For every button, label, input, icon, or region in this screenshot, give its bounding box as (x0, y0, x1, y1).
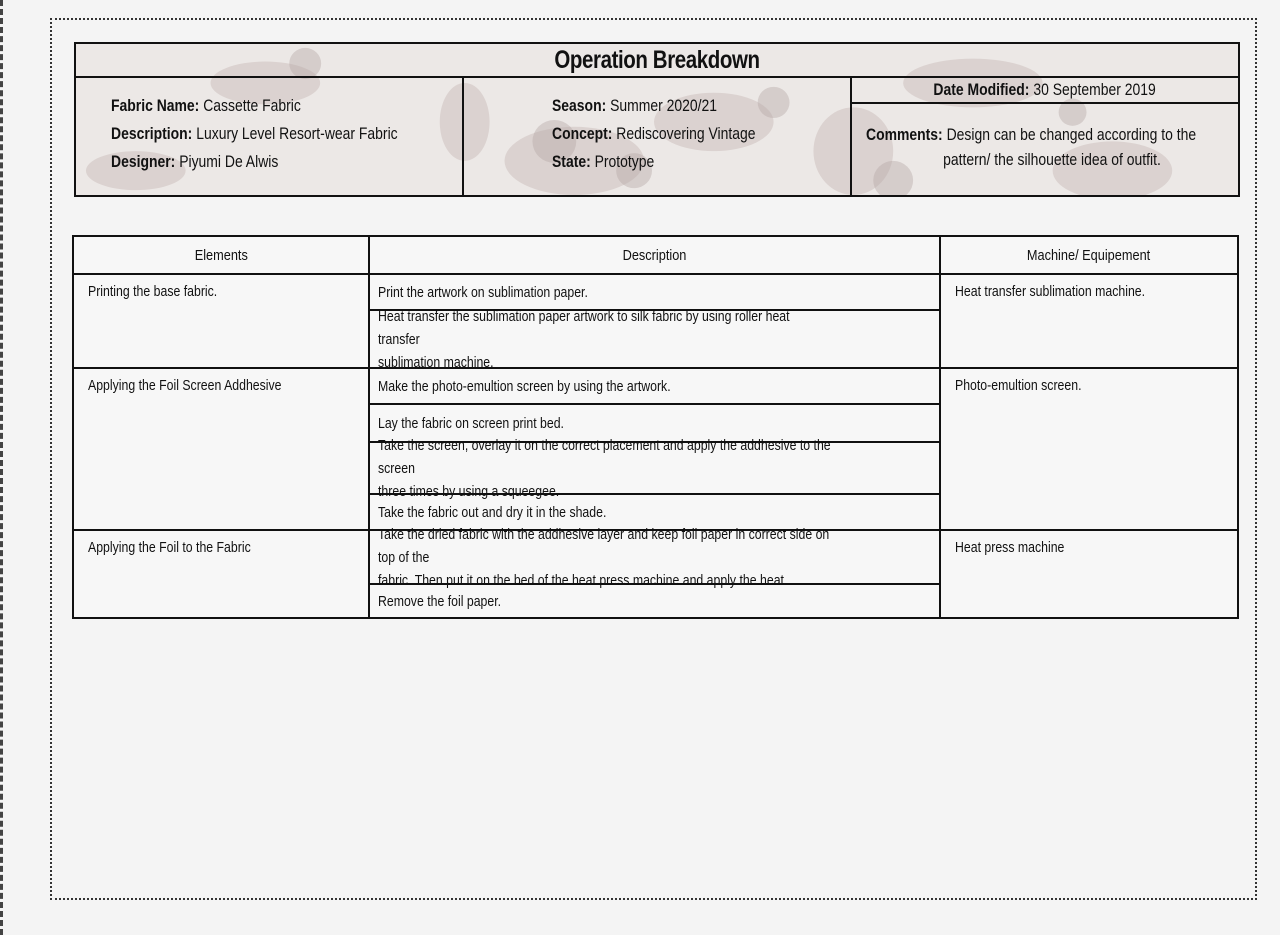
element-cell: Applying the Foil to the Fabric (74, 531, 370, 617)
season-line: Season: Summer 2020/21 (552, 96, 718, 115)
column-header-elements: Elements (74, 237, 370, 273)
element-cell: Printing the base fabric. (74, 275, 370, 367)
season-value: Summer 2020/21 (610, 96, 718, 115)
header-block (74, 42, 1240, 197)
designer-value: Piyumi De Alwis (179, 152, 279, 171)
step-item: Remove the foil paper. (378, 592, 502, 610)
date-comments-cell (852, 78, 1238, 197)
machine-cell: Heat transfer sublimation machine. (955, 283, 1146, 300)
date-modified-box: Date Modified: 30 September 2019 (852, 78, 1238, 104)
table-row (74, 275, 1237, 369)
page-edge-perforation (0, 0, 7, 935)
step-item: Print the artwork on sublimation paper. (370, 275, 939, 311)
description-cell (370, 275, 941, 371)
machine-cell: Heat press machine (955, 539, 1065, 556)
step-item: Lay the fabric on screen print bed. (370, 405, 939, 443)
description-value: Luxury Level Resort-wear Fabric (196, 124, 398, 143)
season-info-cell (464, 78, 852, 197)
fabric-info-cell (76, 78, 464, 197)
fabric-name-line: Fabric Name: Cassette Fabric (111, 96, 301, 115)
step-item: Make the photo-emultion screen by using the artwork. (370, 369, 939, 405)
column-header-machine: Machine/ Equipement (1027, 246, 1151, 264)
state-value: Prototype (594, 152, 655, 171)
concept-value: Rediscovering Vintage (616, 124, 756, 143)
page-title: Operation Breakdown (554, 46, 760, 74)
element-cell: Applying the Foil Screen Addhesive (74, 369, 370, 529)
column-header-description: Description (370, 237, 941, 273)
description-cell (370, 369, 941, 529)
step-item: Take the dried fabric with the addhesive layer and keep foil paper in correct side on top of the fabric. Then put it on the bed of the heat press machine and apply the heat. (370, 531, 939, 585)
operations-table (72, 235, 1239, 619)
step-item: Heat transfer the sublimation paper artwork to silk fabric by using roller heat transfer sublimation machine. (378, 307, 790, 371)
fabric-name-value: Cassette Fabric (203, 96, 301, 115)
step-item: Take the screen, overlay it on the correct placement and apply the addhesive to the screen three times by using a squeegee. (370, 443, 939, 495)
description-cell (370, 525, 941, 617)
machine-cell: Photo-emultion screen. (955, 377, 1082, 394)
description-line: Description: Luxury Level Resort-wear Fabric (111, 124, 398, 143)
state-line: State: Prototype (552, 152, 655, 171)
step-item: Take the fabric out and dry it in the shade. (378, 503, 607, 521)
table-row (74, 369, 1237, 531)
comments: Comments: Design can be changed according to the pattern/ the silhouette idea of outfit. (866, 125, 1197, 169)
concept-line: Concept: Rediscovering Vintage (552, 124, 756, 143)
table-row (74, 525, 1237, 617)
date-value: 30 September 2019 (1033, 80, 1157, 99)
designer-line: Designer: Piyumi De Alwis (111, 152, 279, 171)
table-header (74, 237, 1237, 275)
